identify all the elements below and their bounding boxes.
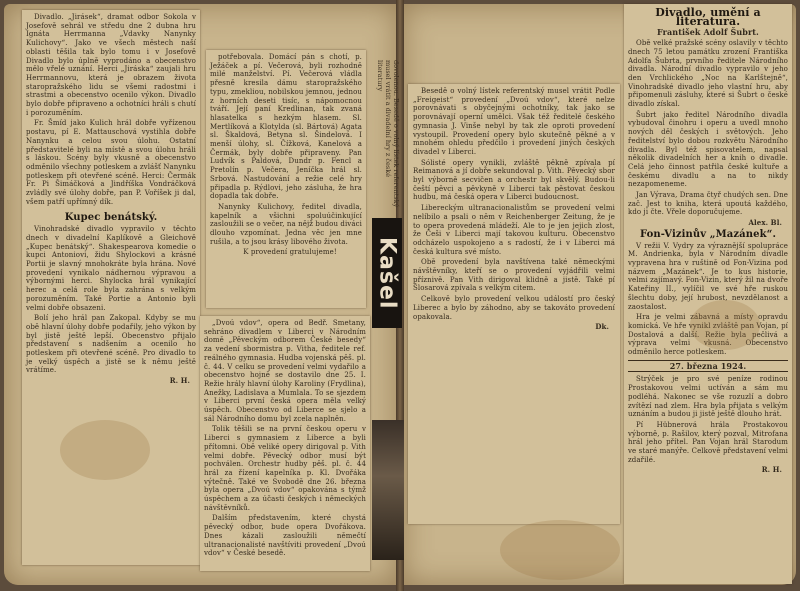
clipping-cast (206, 50, 366, 308)
signature: Alex. Bl. (748, 218, 782, 228)
paragraph: „Dvoú vdov“, opera od Bedř. Smetany, sehráno divadlem v Liberci v Národním domě „Pěveckým odborem České besedy“ za vedení sbormistra p. Vitha, ředitele ref. reálného gymnasia. Hudba vojenská pěš. pl. č. 44. V celku se provedení velmi vydařilo a obecenstvo hojně se dostavilo dne 25. I. Režie hrály hlavní úlohy Karoliny (Frydlina), Anežky, Ladislava a Mumlala. To se sjezdem v Liberci první česká opera měla velký úspěch. Obecenstvo od Liberce se sjelo a sál Národního domu byl zcela naplněn. (204, 319, 366, 423)
paragraph: potřebovala. Domácí pán s chotí, p. Ježáček a pí. Večerová, byli rozhodně milé manželství. Pí. Večerová vládla přesně kresila dámu staropražského typu, zmekliou, nobilskou jemnou, jednou z horních deseti tisíc, s nápomocnou tváří. Její paní Kredlinan, tak zvaná hlasatelka s hezkým hlasem. Sl. Mertlíková a Klotylda (sl. Bártová) Agata sl. Škaldová, Betyna sl. Šindelová. I menší úlohy, sl. Čížková, Kanelová a Čermák, byly dobře připraveny. Pan Ludvík s Paldová, Dundr p. Fencl a Pretolín p. Večera, Jeníčka hrál sl. Srbová. Nastudování a režie celé hry připadla p. Rýdlovi, jeho zásluha, že hra dopadla tak dobře. (210, 53, 362, 201)
paragraph: Sólisté opery vynikli, zvláště pěkně zpívala pí Reimanová a jí dobře sekundoval p. Vith. Pěvecký sbor byl výborně secvičen a orchestr byl skvělý. Budou-li čeští pěvci a pěvkyně v Liberci tak pěstovat českou hudbu, má česká opera v Liberci budoucnost. (413, 158, 615, 202)
paragraph: Nanynky Kulichovy, ředitel divadla, kapelník a všichni spoluúčinkující zasloužili se o večer, na nějž budou diváci dlouho vzpomínat. Jedna věc jen mne rušila, a to jsou krásy libového života. (210, 202, 362, 246)
paragraph: Hra je velmi zábavná a místy opravdu komická. Ve hře vynikl zvláště pan Vojan, pí Dostalová a další. Režie byla pečlivá a výprava velmi vkusná. Obecenstvo odměnilo herce potleskem. (628, 313, 788, 357)
paragraph: Fr. Šmíd jako Kulich hrál dobře vyřízenou postavu, pí E. Mattauschová vystihla dobře Nanynku a celou svou úlohu. Ostatní představitelé byli na místě a svou úlohu hráli s láskou. Scény byly vkusně a obecenstvo odměnilo všechny potleskem a zvlášť Nanynku potleskem při otevřené scéně. Herci: Čermák Fr. Pi Šimáčková a Jindříška Vondráčková zvládly své úlohy dobře, pan P. Voříšek ji dal, všem patří upřímný dík. (26, 119, 196, 206)
heading-kupec: Kupec benátský. (64, 212, 158, 224)
paragraph: Obě velké pražské scény oslavily v těchto dnech 75 letou památku zrození Františka Adolfa Šubrta, prvního ředitele Národního divadla. Národní divadlo vypravilo v jeho den Vrchlického „Noc na Karlštejně“, Vinohradské divadlo jeho vlastní hru, aby připomenuli zásluhy, které si Šubrt o české divadlo získal. (628, 39, 788, 109)
kasel-banner: Kašel (372, 218, 402, 328)
clipping-divadlo-umeni (624, 4, 792, 584)
signature: R. H. (761, 465, 782, 475)
heading-divadlo-umeni: Divadlo, umění a literatura. (655, 6, 761, 28)
clipping-jirasek (22, 10, 200, 565)
paragraph: Libereckým ultranacionalistům se provedení velmi nelíbilo a psali o něm v Reichenberger Zeitung, že je to opera provedená mládeží. Ale to je jen jejich zlost, že Češi v Liberci mají takovou kulturu. Obecenstvo odcházelo uspokojeno a s radostí, že i v Liberci má česká kultura své místo. (413, 204, 615, 256)
paragraph: Divadlo. „Jirásek“, dramat odbor Sokola v Josefově sehrál ve středu dne 2 dubna hru Ignáta Herrmanna „Vdavky Nanynky Kulichovy“. Jako ve všech městech naší oblasti těšila tak bylo tomu i v Josefově Divadlo bylo úplně vyprodáno a obecenstvo mělo vřelé uznání. Herci „Jiráska“ zaujali hru Herrmannovu, která je obrazem života staropražského lidu se všemi radostmi i strastmi a obecenstvo ocenilo výkon. Divadlo bylo dobře připraveno a ochotníci hráli s chutí i porozuměním. (26, 13, 196, 117)
heading-subrt: František Adolf Šubrt. (657, 27, 759, 38)
signature: Dk. (595, 322, 609, 332)
paragraph: K provedení gratulujeme! (243, 248, 337, 257)
paragraph: Obě provedení byla navštívena také německými návštěvníky, kteří se o provedení vyjádřili velmi příznivě. Pan Vith dirigoval klidně a jistě. Také pí Šlosarová zpívala s velkým citem. (413, 258, 615, 293)
clipping-dvou-vdov-continued (408, 84, 620, 524)
paragraph: Jan Výrava, Drama čtyř chudých sen. Dne zač. Jest to kniha, která upoutá každého, kdo ji čte. Vřele doporučujeme. (628, 191, 788, 217)
paragraph: Pí Hübnerová hrála Prostakovou výborně, p. Rašilov, který pozval, Mitrofana hrál jeho přítel. Pan Vojan hrál Starodum ve staré manýře. Celkově představení velmi zdařilé. (628, 420, 788, 464)
date-label: 27. března 1924. (628, 360, 788, 373)
heading-mazanek: Fon-Vizinův „Mazánek“. (639, 228, 777, 240)
signature: R. H. (169, 376, 190, 386)
paragraph: Vinohradské divadlo vypravilo v těchto dnech v divadelní Kaplíkově a Gleichově „Kupec benátský“. Shakespearova komedie o kupci Antoniovi, židu Shylockovi a krásné Portii je slavný mnohokráte byla hrána. Nové provedení vynikalo nádhernou výpravou a výbornými herci. Shylocka hrál vynikající herec a celá role byla zahrána s velkým porozuměním. Také Portie a Antonio byli velmi dobře obsazeni. (26, 225, 196, 312)
vertical-strip-text: dovolenou. Besedě o volný lístek referentský musel vrátit a divadelní hry z české literatury (376, 60, 400, 208)
paragraph: V režii V. Vydry za výraznější spolupráce M. Andrienka, byla v Národním divadle vypravena hra v ruštině od Fon-Vizina pod názvem „Mazánek“. Je to kus historie, velmi zajímavý. Fon-Vizin, který žil na dvoře Kateřiny II., vylíčil ve své hře ruskou šlechtu doby, její hrubost, nevzdělanost a zaostalost. (628, 241, 788, 311)
paragraph: Tolik těšili se na první českou operu v Liberci s gymnasiem z Liberce a byli přítomni. Obě veliké opery dirigoval p. Vith velmi dobře. Pěvecký odbor musí být pochválen. Orchestr hudby pěš. pl. č. 44 hrál za řízení kapelníka p. Kl. Dvořáka výtečně. Také ve Svobodě dne 26. března byla opera „Dvoú vdov“ opakována s týmž úspěchem a za účasti českých i německých návštěvníků. (204, 425, 366, 512)
paragraph: Strýček je pro své peníze rodinou Prostakovou velmi uctíván a sám mu podléhá. Nakonec se vše rozuzlí a dobro zvítězí nad zlem. Hra byla přijata s velkým uznáním a budou ji jistě ještě dlouho hrát. (628, 375, 788, 419)
clipping-dvou-vdov (200, 316, 370, 571)
paragraph: Šubrt jako ředitel Národního divadla vybudoval činohru i operu a uvedl mnoho nových děl českých i světových. Jeho ředitelství bylo dobou rozkvětu Národního divadla. Byl též spisovatelem, napsal několik divadelních her a knih o divadle. Celá jeho činnost patřila české kultuře a českému divadlu a na to nikdy nezapomeneme. (628, 110, 788, 189)
paragraph: Besedě o volný lístek referentský musel vrátit Podle „Freigeist“ provedení „Dvoú vdov“, které nelze porovnávati s obyčejnými ochotníky, tak jako se porovnávají operní umělci. Však též ředitelé českého gymnasia J. Vinše nebyl by tak zle oproti provedení vystoupil. Provedení opery bylo skutečně pěkné a v mnohém ohledu předčilo i provedení jiných českých divadel v Liberci. (413, 87, 615, 156)
paragraph: Celkově bylo provedení velkou událostí pro český Liberec a bylo by záhodno, aby se takováto provedení opakovala. (413, 295, 615, 321)
paragraph: Dalším představením, které chystá pěvecký odbor, bude opera Dvořákova. Dnes kázali zasloužili němečtí ultranacionalisté navštíviti provedení „Dvoú vdov“ v České besedě. (204, 514, 366, 558)
strip-photo (372, 420, 404, 560)
paragraph: Bolí jeho hrál pan Zakopal. Kdyby se mu obě hlavní úlohy dobře podařily, jeho výkon by byl jistě ještě lepší. Obecenstvo přijalo představení s nadšením a ocenilo ho potleskem při otevřené scéně. Pro divadlo to je velký úspěch a jistě se k němu ještě vrátíme. (26, 314, 196, 375)
